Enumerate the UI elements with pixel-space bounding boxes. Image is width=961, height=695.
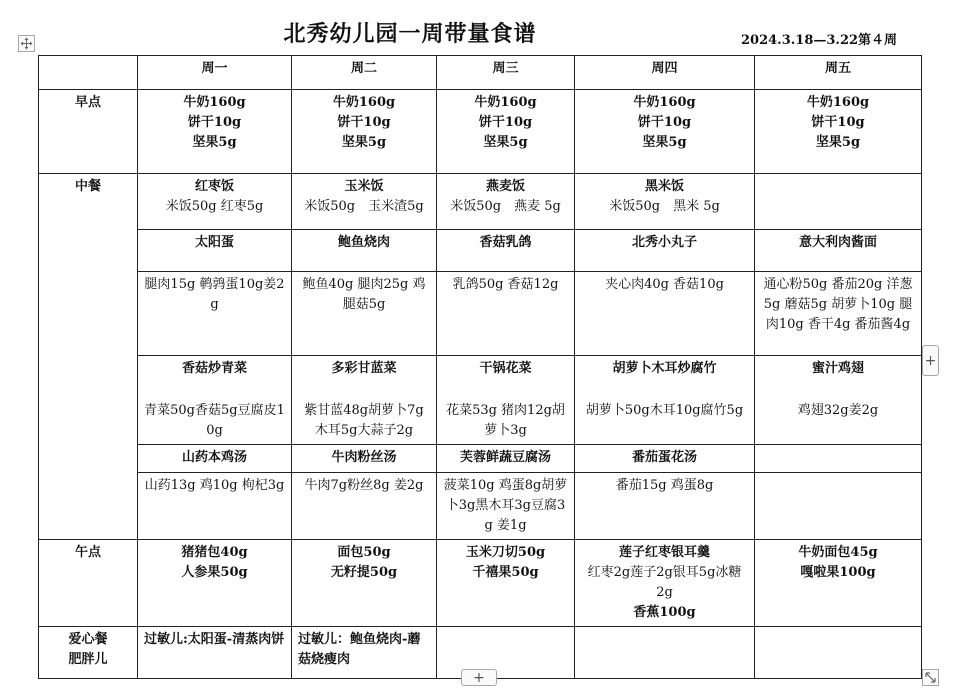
breakfast-tue-items: 牛奶160g 饼干10g 坚果5g xyxy=(332,95,396,150)
day-header-wed: 周三 xyxy=(437,56,575,90)
breakfast-fri-items: 牛奶160g 饼干10g 坚果5g xyxy=(806,95,870,150)
day-header-tue: 周二 xyxy=(292,56,437,90)
main-dish-tue: 鲍鱼烧肉 xyxy=(292,230,437,272)
day-header-thu: 周四 xyxy=(575,56,755,90)
special-tue: 过敏儿：鲍鱼烧肉-蘑菇烧瘦肉 xyxy=(292,626,437,678)
table-resize-handle[interactable] xyxy=(922,669,939,686)
veg-dish-wed: 干锅花菜 xyxy=(437,356,575,398)
breakfast-wed xyxy=(437,90,575,174)
snack-wed xyxy=(437,539,575,626)
soup-fri xyxy=(755,444,922,472)
breakfast-wed-items: 牛奶160g 饼干10g 坚果5g xyxy=(474,95,537,150)
special-mon: 过敏儿:太阳蛋-清蒸肉饼 xyxy=(138,626,292,678)
veg-ingredients-fri: 鸡翅32g姜2g xyxy=(755,398,922,445)
soup-tue: 牛肉粉丝汤 xyxy=(292,444,437,472)
breakfast-mon xyxy=(138,90,292,174)
staple-name-thu: 黑米饭 xyxy=(644,179,684,194)
breakfast-mon-items: 牛奶160g 饼干10g 坚果5g xyxy=(183,95,246,150)
resize-icon xyxy=(924,671,937,684)
staple-ingredients-mon: 米饭50g 红枣5g xyxy=(165,199,264,214)
breakfast-thu xyxy=(575,90,755,174)
row-label-lunch: 中餐 xyxy=(39,174,138,540)
main-ingredients-tue: 鲍鱼40g 腿肉25g 鸡腿菇5g xyxy=(292,272,437,356)
lunch-main-name-row xyxy=(39,230,922,272)
soup-ingredients-thu: 番茄15g 鸡蛋8g xyxy=(575,472,755,539)
corner-cell xyxy=(39,56,138,90)
snack-tue-items: 面包50g 无籽提50g xyxy=(330,544,398,580)
snack-mon-items: 猪猪包40g 人参果50g xyxy=(181,544,248,580)
lunch-soup-name-row xyxy=(39,444,922,472)
page-title: 北秀幼儿园一周带量食谱 xyxy=(283,21,537,47)
snack-thu xyxy=(575,539,755,626)
plus-icon: + xyxy=(473,669,485,686)
row-label-snack: 午点 xyxy=(39,539,138,626)
move-icon xyxy=(20,37,33,50)
staple-mon xyxy=(138,174,292,230)
veg-ingredients-tue: 紫甘蓝48g胡萝卜7g 木耳5g大蒜子2g xyxy=(292,398,437,445)
table-move-handle[interactable] xyxy=(18,35,35,52)
main-dish-mon: 太阳蛋 xyxy=(138,230,292,272)
weekly-menu-table xyxy=(38,55,922,679)
veg-ingredients-thu: 胡萝卜50g木耳10g腐竹5g xyxy=(575,398,755,445)
staple-tue xyxy=(292,174,437,230)
breakfast-fri xyxy=(755,90,922,174)
staple-name-mon: 红枣饭 xyxy=(194,179,234,194)
day-header-mon: 周一 xyxy=(138,56,292,90)
snack-row xyxy=(39,539,922,626)
row-label-breakfast: 早点 xyxy=(39,90,138,174)
staple-name-tue: 玉米饭 xyxy=(344,179,384,194)
snack-mon xyxy=(138,539,292,626)
table-header-row xyxy=(39,56,922,90)
soup-wed: 芙蓉鲜蔬豆腐汤 xyxy=(437,444,575,472)
main-dish-thu: 北秀小丸子 xyxy=(575,230,755,272)
row-label-special xyxy=(39,626,138,678)
staple-fri xyxy=(755,174,922,230)
breakfast-row xyxy=(39,90,922,174)
veg-ingredients-mon: 青菜50g香菇5g豆腐皮10g xyxy=(138,398,292,445)
staple-ingredients-tue: 米饭50g 玉米渣5g xyxy=(304,199,424,214)
staple-ingredients-thu: 米饭50g 黑米 5g xyxy=(609,199,720,214)
special-fri xyxy=(755,626,922,678)
add-column-button[interactable] xyxy=(922,345,939,376)
snack-thu-fruit: 香蕉100g xyxy=(633,604,696,620)
staple-ingredients-wed: 米饭50g 燕麦 5g xyxy=(450,199,561,214)
snack-fri xyxy=(755,539,922,626)
day-header-fri: 周五 xyxy=(755,56,922,90)
lunch-veg-ingredients-row xyxy=(39,398,922,445)
staple-name-wed: 燕麦饭 xyxy=(485,179,525,194)
soup-ingredients-mon: 山药13g 鸡10g 枸杞3g xyxy=(138,472,292,539)
snack-wed-items: 玉米刀切50g 千禧果50g xyxy=(465,544,546,580)
main-dish-wed: 香菇乳鸽 xyxy=(437,230,575,272)
breakfast-tue xyxy=(292,90,437,174)
plus-icon: + xyxy=(924,352,937,369)
lunch-staple-row xyxy=(39,174,922,230)
lunch-soup-ingredients-row xyxy=(39,472,922,539)
special-wed xyxy=(437,626,575,678)
soup-mon: 山药本鸡汤 xyxy=(138,444,292,472)
lunch-veg-name-row xyxy=(39,356,922,398)
staple-wed xyxy=(437,174,575,230)
veg-dish-tue: 多彩甘蓝菜 xyxy=(292,356,437,398)
main-ingredients-wed: 乳鸽50g 香菇12g xyxy=(437,272,575,356)
date-range: 2024.3.18—3.22第４周 xyxy=(741,33,898,48)
snack-thu-dish: 莲子红枣银耳羹 xyxy=(618,544,710,560)
soup-ingredients-fri xyxy=(755,472,922,539)
special-meal-label: 爱心餐 肥胖儿 xyxy=(68,631,108,667)
veg-dish-fri: 蜜汁鸡翅 xyxy=(755,356,922,398)
snack-tue xyxy=(292,539,437,626)
lunch-main-ingredients-row xyxy=(39,272,922,356)
soup-ingredients-tue: 牛肉7g粉丝8g 姜2g xyxy=(292,472,437,539)
main-dish-fri: 意大利肉酱面 xyxy=(755,230,922,272)
special-thu xyxy=(575,626,755,678)
snack-fri-items: 牛奶面包45g 嘎啦果100g xyxy=(798,544,878,580)
main-ingredients-fri: 通心粉50g 番茄20g 洋葱5g 蘑菇5g 胡萝卜10g 腿肉10g 香干4g 番茄酱4g xyxy=(755,272,922,356)
staple-thu xyxy=(575,174,755,230)
snack-thu-ingredients: 红枣2g莲子2g银耳5g冰糖2g xyxy=(587,564,742,600)
breakfast-thu-items: 牛奶160g 饼干10g 坚果5g xyxy=(633,95,696,150)
soup-thu: 番茄蛋花汤 xyxy=(575,444,755,472)
add-row-button[interactable] xyxy=(461,669,497,686)
soup-ingredients-wed: 菠菜10g 鸡蛋8g胡萝卜3g黑木耳3g豆腐3g 姜1g xyxy=(437,472,575,539)
veg-dish-mon: 香菇炒青菜 xyxy=(138,356,292,398)
main-ingredients-thu: 夹心肉40g 香菇10g xyxy=(575,272,755,356)
veg-dish-thu: 胡萝卜木耳炒腐竹 xyxy=(575,356,755,398)
veg-ingredients-wed: 花菜53g 猪肉12g胡萝卜3g xyxy=(437,398,575,445)
main-ingredients-mon: 腿肉15g 鹌鹑蛋10g姜2g xyxy=(138,272,292,356)
